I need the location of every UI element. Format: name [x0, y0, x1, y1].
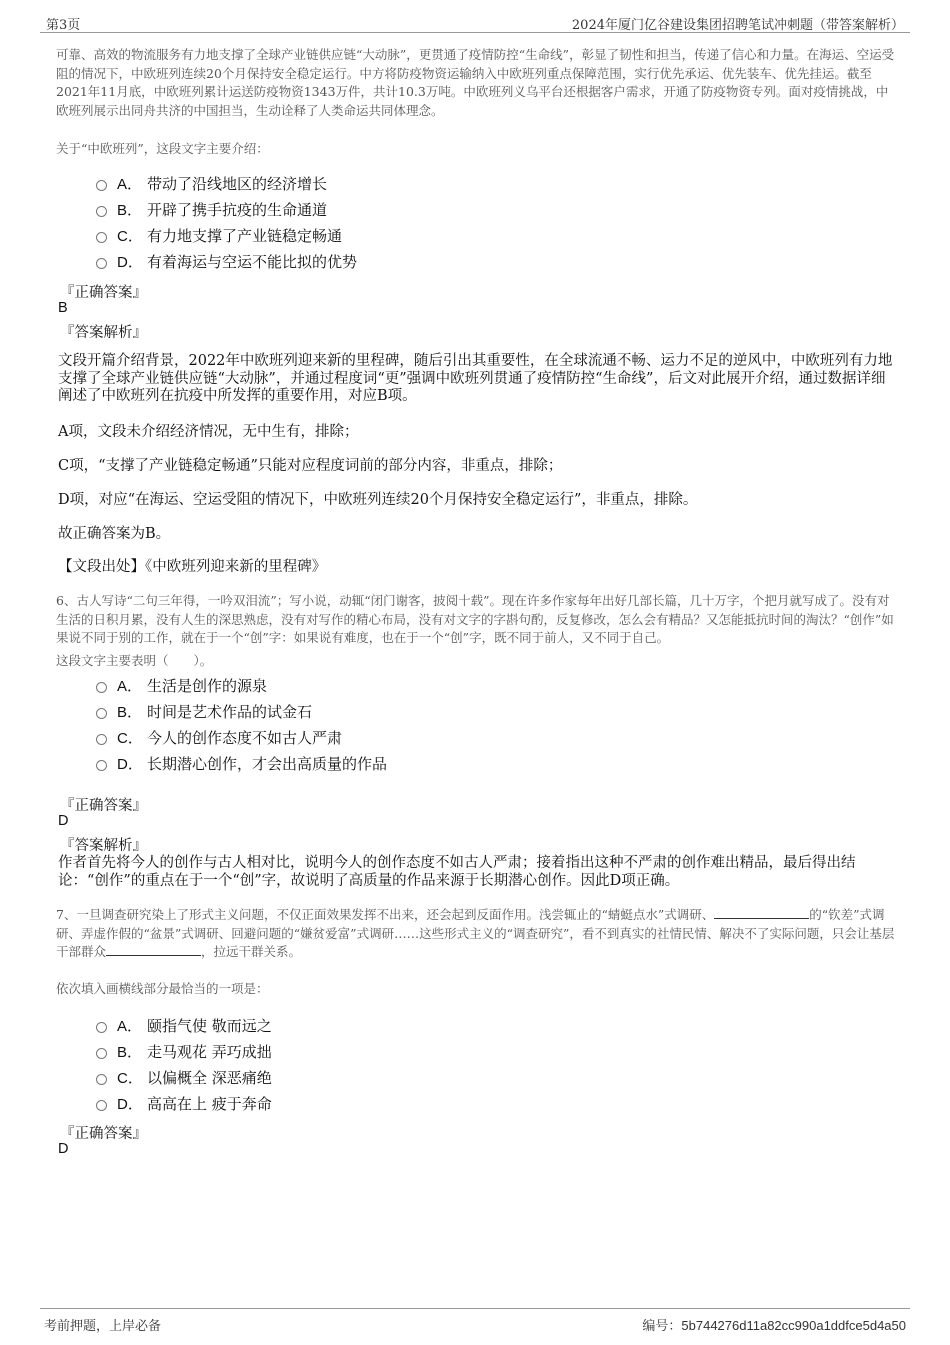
page-number: 第3页 — [46, 18, 81, 33]
q5-question: 关于“中欧班列”，这段文字主要介绍： — [56, 141, 269, 156]
q6-option-d[interactable]: D． 长期潜心创作，才会出高质量的作品 — [96, 750, 596, 776]
document-id: 编号：5b744276d11a82cc990a1ddfce5d4a50 — [642, 1318, 906, 1333]
q7-option-d[interactable]: D． 高高在上 疲于奔命 — [96, 1090, 596, 1116]
q7-answer-label: 『正确答案』 — [60, 1126, 147, 1142]
q6-option-a[interactable]: A． 生活是创作的源泉 — [96, 672, 596, 698]
q7-option-b[interactable]: B． 走马观花 弄巧成拙 — [96, 1038, 596, 1064]
radio-icon[interactable] — [96, 258, 107, 269]
radio-icon[interactable] — [96, 682, 107, 693]
q5-analysis-c: C项，“支撑了产业链稳定畅通”只能对应程度词前的部分内容，非重点，排除； — [58, 458, 563, 474]
page-header — [40, 10, 910, 33]
radio-icon[interactable] — [96, 1022, 107, 1033]
radio-icon[interactable] — [96, 760, 107, 771]
q7-answer: D — [58, 1141, 69, 1157]
q6-option-c[interactable]: C． 今人的创作态度不如古人严肃 — [96, 724, 596, 750]
q5-analysis-label: 『答案解析』 — [60, 325, 147, 341]
q7-question: 依次填入画横线部分最恰当的一项是： — [56, 981, 269, 996]
blank-1 — [714, 906, 809, 919]
q5-analysis-d: D项，对应“在海运、空运受阻的情况下，中欧班列连续20个月保持安全稳定运行”，非重点，排除。 — [58, 492, 698, 508]
q6-question: 这段文字主要表明（ ）。 — [56, 653, 213, 668]
q7-option-c[interactable]: C． 以偏概全 深恶痛绝 — [96, 1064, 596, 1090]
page-footer — [40, 1308, 910, 1337]
q6-answer: D — [58, 813, 69, 829]
q7-passage: 7、一旦调查研究染上了形式主义问题，不仅正面效果发挥不出来，还会起到反面作用。浅尝辄止的“蜻蜓点水”式调研、 的“钦差”式调研、弄虚作假的“盆景”式调研、回避问题的“嫌贫爱富”式调研……这些形式主义的“调查研究”，看不到真实的社情民情、解决不了实际问题，只会让基层干部群众 ，拉远干群关系。 — [56, 907, 895, 959]
radio-icon[interactable] — [96, 206, 107, 217]
radio-icon[interactable] — [96, 708, 107, 719]
q5-answer: B — [58, 300, 68, 316]
document-title: 2024年厦门亿谷建设集团招聘笔试冲刺题（带答案解析） — [571, 18, 904, 33]
q6-passage: 6、古人写诗“二句三年得，一吟双泪流”；写小说，动辄“闭门谢客，披阅十载”。现在许多作家每年出好几部长篇，几十万字，个把月就写成了。没有对生活的日积月累，没有人生的深思熟虑，没有对写作的精心布局，没有对文字的字斟句酌，反复修改，怎么会有精品？又怎能抵抗时间的淘汰？“创作”如果说不同于别的工作，就在于一个“创”字：如果说有难度，也在于一个“创”字，既不同于前人，又不同于自己。 — [56, 593, 894, 645]
q5-option-a[interactable]: A． 带动了沿线地区的经济增长 — [96, 170, 596, 196]
q5-analysis-main: 文段开篇介绍背景，2022年中欧班列迎来新的里程碑，随后引出其重要性，在全球流通不畅、运力不足的逆风中，中欧班列有力地支撑了全球产业链供应链“大动脉”，并通过程度词“更”强调中欧班列贯通了疫情防控“生命线”，后文对此展开介绍，通过数据详细阐述了中欧班列在抗疫中所发挥的重要作用，对应B项。 — [58, 353, 893, 404]
q6-answer-label: 『正确答案』 — [60, 798, 147, 814]
q5-options — [96, 170, 596, 274]
q5-option-b[interactable]: B． 开辟了携手抗疫的生命通道 — [96, 196, 596, 222]
q6-analysis-label: 『答案解析』 — [60, 838, 147, 854]
q5-answer-label: 『正确答案』 — [60, 285, 147, 301]
radio-icon[interactable] — [96, 734, 107, 745]
q5-analysis-a: A项，文段未介绍经济情况，无中生有，排除； — [58, 424, 359, 440]
q5-option-c[interactable]: C． 有力地支撑了产业链稳定畅通 — [96, 222, 596, 248]
q6-option-b[interactable]: B． 时间是艺术作品的试金石 — [96, 698, 596, 724]
q6-analysis: 作者首先将今人的创作与古人相对比，说明今人的创作态度不如古人严肃；接着指出这种不严肃的创作难出精品，最后得出结论：“创作”的重点在于一个“创”字，故说明了高质量的作品来源于长期潜心创作。因此D项正确。 — [58, 855, 856, 889]
q5-source: 【文段出处】《中欧班列迎来新的里程碑》 — [58, 559, 327, 575]
blank-2 — [106, 943, 201, 956]
radio-icon[interactable] — [96, 1074, 107, 1085]
radio-icon[interactable] — [96, 1048, 107, 1059]
q7-options — [96, 1012, 596, 1116]
q6-options — [96, 672, 596, 776]
radio-icon[interactable] — [96, 180, 107, 191]
radio-icon[interactable] — [96, 232, 107, 243]
q7-option-a[interactable]: A． 颐指气使 敬而远之 — [96, 1012, 596, 1038]
q5-passage: 可靠、高效的物流服务有力地支撑了全球产业链供应链“大动脉”，更贯通了疫情防控“生命线”，彰显了韧性和担当，传递了信心和力量。在海运、空运受阻的情况下，中欧班列连续20个月保持安全稳定运行。中方将防疫物资运输纳入中欧班列重点保障范围，实行优先承运、优先装车、优先挂运。截至2021年11月底，中欧班列累计运送防疫物资1343万件，共计10.3万吨。中欧班列义乌平台还根据客户需求，开通了防疫物资专列。面对疫情挑战，中欧班列展示出同舟共济的中国担当，生动诠释了人类命运共同体理念。 — [56, 47, 895, 118]
footer-slogan: 考前押题，上岸必备 — [44, 1319, 162, 1334]
radio-icon[interactable] — [96, 1100, 107, 1111]
q5-option-d[interactable]: D． 有着海运与空运不能比拟的优势 — [96, 248, 596, 274]
q5-conclusion: 故正确答案为B。 — [58, 526, 171, 542]
